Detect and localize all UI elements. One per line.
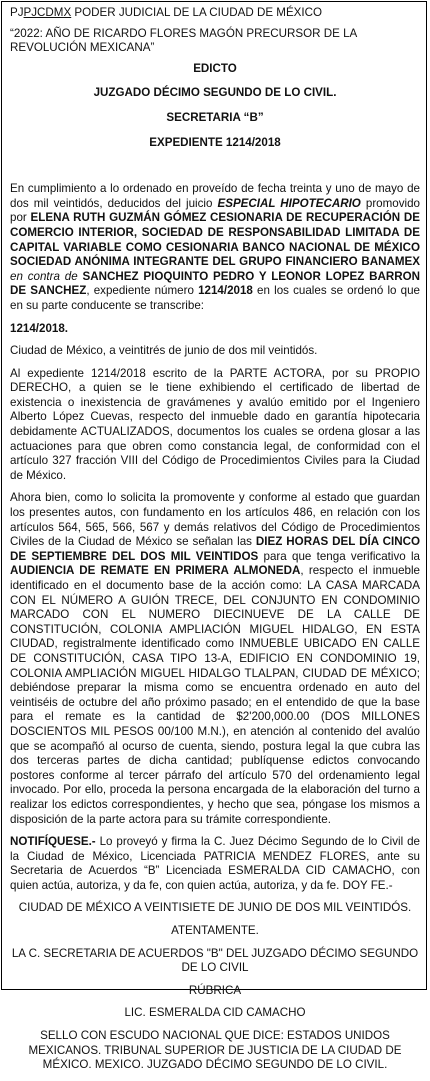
header-line [10, 6, 420, 21]
intro-text-5: en los cuales se ordenó lo que en su parte conducente se transcribe: [10, 284, 420, 312]
closing-rubrica: RÚBRICA [188, 983, 242, 997]
title-juzgado: JUZGADO DÉCIMO SEGUNDO DE LO CIVIL. [93, 86, 337, 100]
closing-secretary: LA C. SECRETARIA DE ACUERDOS "B" DEL JUZGADO DÉCIMO SEGUNDO DE LO CIVIL [11, 946, 419, 975]
header-institution: PODER JUDICIAL DE LA CIUDAD DE MÉXICO [71, 6, 323, 19]
intro-text-3: en contra de [10, 269, 83, 283]
closing-atentamente: ATENTAMENTE. [171, 924, 259, 938]
remate-text-3: , respecto el inmueble identificado en el documento base de la acción como: LA CASA MARCADA CON EL NÚMERO A GUIÓN TRECE, DEL CONJUNTO EN CONDOMINIO MARCADO CON EL NUMERO DIECINUEVE DE LA CALLE DE CONSTITUCIÓN, COLONIA AMPLIACIÓN MIGUEL HIDALGO, EN ESTA CIUDAD, registralmente identificado como INMUEBLE UBICADO EN CALLE DE CONSTITUCIÓN, CASA TIPO 13-A, EDIFICIO EN CONDOMINIO 19, COLONIA AMPLIACIÓN MIGUEL HIDALGO TLALPAN, CIUDAD DE MÉXICO; debiéndose preparar la misma como se encuentra ordenado en auto del veintiséis de octubre del año próximo pasado; en el entendido de que la base para el remate es la cantidad de $2'200,000.00 (DOS MILLONES DOSCIENTOS MIL PESOS 00/100 M.N.), en atención al contenido del avalúo que se acompañó al ocurso de cuenta, siendo, postura legal la que cubra las dos terceras partes de dicha cantidad; publíquense edictos convocando postores conforme al tercer párrafo del artículo 570 del ordenamiento legal invocado. Por ello, proceda la persona encargada de la elaboración del turno a realizar los edictos correspondientes, y hecho que sea, póngase los mismos a disposición de la parte actora para su trámite correspondiente. [10, 564, 420, 826]
notify-paragraph [10, 835, 420, 893]
closing-seal: SELLO CON ESCUDO NACIONAL QUE DICE: ESTADOS UNIDOS MEXICANOS. TRIBUNAL SUPERIOR DE JUSTICIA DE LA CIUDAD DE MÉXICO. MEXICO. JUZGADO DÉCIMO SEGUNDO DE LO CIVIL. [28, 1029, 402, 1072]
case-number: 1214/2018. [10, 321, 69, 335]
date-line: Ciudad de México, a veintitrés de junio de dos mil veintidós. [10, 344, 318, 358]
intro-expediente-number: 1214/2018 [198, 284, 253, 298]
title-expediente: EXPEDIENTE 1214/2018 [149, 135, 281, 149]
intro-defendants: SANCHEZ PIOQUINTO PEDRO Y LEONOR LOPEZ BARRON DE SANCHEZ [10, 269, 420, 298]
header-motto: “2022: AÑO DE RICARDO FLORES MAGÓN PRECURSOR DE LA REVOLUCIÓN MEXICANA” [10, 26, 357, 55]
closing-name: LIC. ESMERALDA CID CAMACHO [124, 1006, 306, 1020]
paragraph-remate [10, 491, 420, 827]
intro-text-2: promovido por [10, 196, 421, 225]
edicto-document [10, 6, 420, 1081]
remate-audiencia: AUDIENCIA DE REMATE EN PRIMERA ALMONEDA [10, 564, 301, 578]
intro-text-4: , expediente número [86, 284, 199, 298]
paragraph-actualizados: Al expediente 1214/2018 escrito de la PARTE ACTORA, por su PROPIO DERECHO, a quien se le tiene exhibiendo el certificado de libertad de existencia o inexistencia de gravámenes y avalúo emitido por el Ingeniero Alberto López Cuevas, respecto del inmueble dado en garantía hipotecaria debidamente ACTUALIZADOS, documentos los cuales se ordena glosar a las actuaciones para que obren como constancia legal, de conformidad con el artículo 327 fracción VIII del Código de Procedimientos Civiles para la Ciudad de México. [10, 366, 420, 482]
code-underlined: PJCDMX [23, 6, 72, 19]
title-edicto: EDICTO [193, 61, 237, 75]
intro-plaintiff: ELENA RUTH GUZMÁN GÓMEZ CESIONARIA DE RECUPERACIÓN DE COMERCIO INTERIOR, SOCIEDAD DE RESPONSABILIDAD LIMITADA DE CAPITAL VARIABLE COMO CESIONARIA BANCO NACIONAL DE MÉXICO SOCIEDAD ANÓNIMA INTEGRANTE DEL GRUPO FINANCIERO BANAMEX [10, 211, 420, 269]
remate-text-1: Ahora bien, como lo solicita la promovente y conforme al estado que guardan los presentes autos, con fundamento en los artículos 486, en relación con los artículos 564, 565, 566, 567 y demás relativos del Código de Procedimientos Civiles de la Ciudad de México se señalan las [10, 491, 420, 549]
title-secretaria: SECRETARIA “B” [166, 110, 264, 124]
intro-text-1: En cumplimiento a lo ordenado en proveído de fecha treinta y uno de mayo de dos mil veintidós, deducidos del juicio [10, 182, 420, 210]
notify-label: NOTIFÍQUESE.- [10, 835, 96, 849]
remate-text-2: para que tenga verificativo la [258, 549, 420, 563]
remate-date: DIEZ HORAS DEL DÍA CINCO DE SEPTIEMBRE DEL DOS MIL VEINTIDOS [10, 535, 420, 563]
code-prefix: PJ [10, 6, 24, 19]
closing-date: CIUDAD DE MÉXICO A VEINTISIETE DE JUNIO DE DOS MIL VEINTIDÓS. [18, 901, 412, 915]
notify-text: Lo proveyó y firma la C. Juez Décimo Segundo de lo Civil de la Ciudad de México, Licenciada PATRICIA MENDEZ FLORES, ante su Secretaria de Acuerdos “B” Licenciada ESMERALDA CID CAMACHO, con quien actúa, autoriza, y da fe, con quien actúa, autoriza, y da fe. DOY FE.- [10, 835, 420, 892]
intro-paragraph [10, 182, 420, 313]
intro-juicio-type: ESPECIAL HIPOTECARIO [217, 196, 361, 210]
